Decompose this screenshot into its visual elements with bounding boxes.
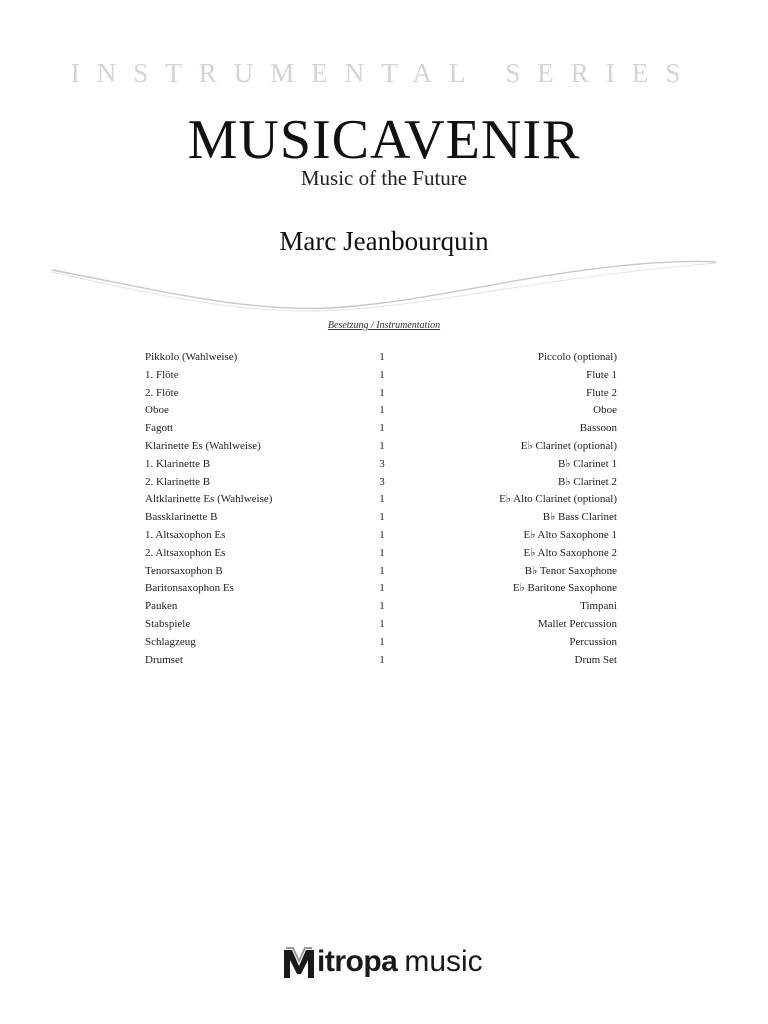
instrument-qty: 1 [379, 386, 385, 399]
instrument-en: B♭ Bass Clarinet [542, 511, 617, 524]
series-label: INSTRUMENTAL SERIES [70, 58, 698, 88]
instrumentation-heading: Besetzung / Instrumentation [327, 320, 441, 331]
page-subtitle: Music of the Future [300, 166, 468, 190]
instrument-de: Pikkolo (Wahlweise) [145, 351, 238, 363]
instrument-de: 2. Altsaxophon Es [145, 546, 226, 559]
instrument-qty: 1 [379, 528, 385, 541]
instrument-en: Timpani [580, 600, 617, 613]
publisher-suffix: music [404, 945, 483, 978]
list-item [145, 545, 617, 563]
instrument-en: E♭ Alto Saxophone 2 [523, 546, 617, 559]
instrument-qty: 3 [379, 475, 385, 488]
instrument-en: E♭ Alto Saxophone 1 [523, 528, 617, 541]
instrument-de: Baritonsaxophon Es [145, 582, 234, 595]
list-item [145, 527, 617, 545]
instrument-en: Bassoon [579, 422, 617, 435]
instrument-en: Drum Set [574, 653, 617, 666]
instrument-de: Schlagzeug [145, 635, 196, 648]
instrument-de: Drumset [145, 653, 183, 666]
list-item [145, 474, 617, 492]
instrument-de: Altklarinette Es (Wahlweise) [145, 493, 273, 506]
mitropa-m-icon [282, 944, 316, 980]
instrument-qty: 1 [379, 439, 385, 452]
publisher-brand: itropa [317, 945, 398, 978]
list-item [145, 563, 617, 581]
instrument-qty: 1 [379, 564, 385, 577]
instrument-de: 1. Flöte [145, 368, 179, 381]
instrument-de: 2. Flöte [145, 386, 179, 399]
instrument-en: B♭ Clarinet 2 [558, 475, 617, 488]
instrument-en: E♭ Clarinet (optional) [520, 439, 617, 452]
list-item [145, 367, 617, 385]
instrument-qty: 1 [379, 582, 385, 595]
instrument-qty: 1 [379, 351, 385, 363]
list-item [145, 420, 617, 438]
instrument-en: Percussion [569, 635, 617, 648]
instrument-qty: 1 [379, 653, 385, 666]
instrument-en: Oboe [593, 404, 617, 417]
list-item [145, 385, 617, 403]
instrument-qty: 1 [379, 617, 385, 630]
list-item [145, 509, 617, 527]
instrumentation-table [145, 349, 617, 669]
instrument-qty: 1 [379, 635, 385, 648]
list-item [145, 349, 617, 367]
list-item [145, 598, 617, 616]
list-item [145, 652, 617, 670]
instrument-en: Flute 1 [586, 368, 617, 381]
instrument-en: E♭ Alto Clarinet (optional) [499, 493, 617, 506]
instrument-de: 2. Klarinette B [145, 475, 211, 488]
instrument-en: Mallet Percussion [537, 617, 617, 630]
instrument-en: B♭ Tenor Saxophone [524, 564, 617, 577]
composer-name: Marc Jeanbourquin [279, 226, 489, 256]
list-item [145, 402, 617, 420]
instrument-en: B♭ Clarinet 1 [558, 457, 617, 470]
publisher-logo [282, 942, 483, 982]
list-item [145, 580, 617, 598]
instrument-de: Oboe [145, 404, 169, 417]
instrument-qty: 1 [379, 511, 385, 524]
list-item [145, 456, 617, 474]
instrument-qty: 1 [379, 600, 385, 613]
instrument-qty: 1 [379, 422, 385, 435]
instrument-qty: 1 [379, 546, 385, 559]
instrument-de: Stabspiele [145, 617, 191, 630]
instrument-de: Tenorsaxophon B [145, 564, 223, 577]
instrument-de: 1. Altsaxophon Es [145, 528, 226, 541]
instrument-en: Piccolo (optional) [537, 351, 617, 363]
instrument-en: Flute 2 [586, 386, 617, 399]
instrument-de: Fagott [145, 422, 174, 435]
list-item [145, 491, 617, 509]
decorative-wave [0, 252, 768, 322]
instrument-qty: 1 [379, 493, 385, 506]
list-item [145, 438, 617, 456]
instrument-qty: 3 [379, 457, 385, 470]
list-item [145, 616, 617, 634]
instrument-qty: 1 [379, 404, 385, 417]
instrument-de: Klarinette Es (Wahlweise) [145, 439, 261, 452]
instrument-de: Bassklarinette B [145, 511, 218, 524]
page-title: MUSICAVENIR [187, 109, 581, 171]
instrument-de: 1. Klarinette B [145, 457, 211, 470]
instrument-en: E♭ Baritone Saxophone [512, 582, 617, 595]
instrument-de: Pauken [145, 600, 178, 613]
list-item [145, 634, 617, 652]
instrument-qty: 1 [379, 368, 385, 381]
